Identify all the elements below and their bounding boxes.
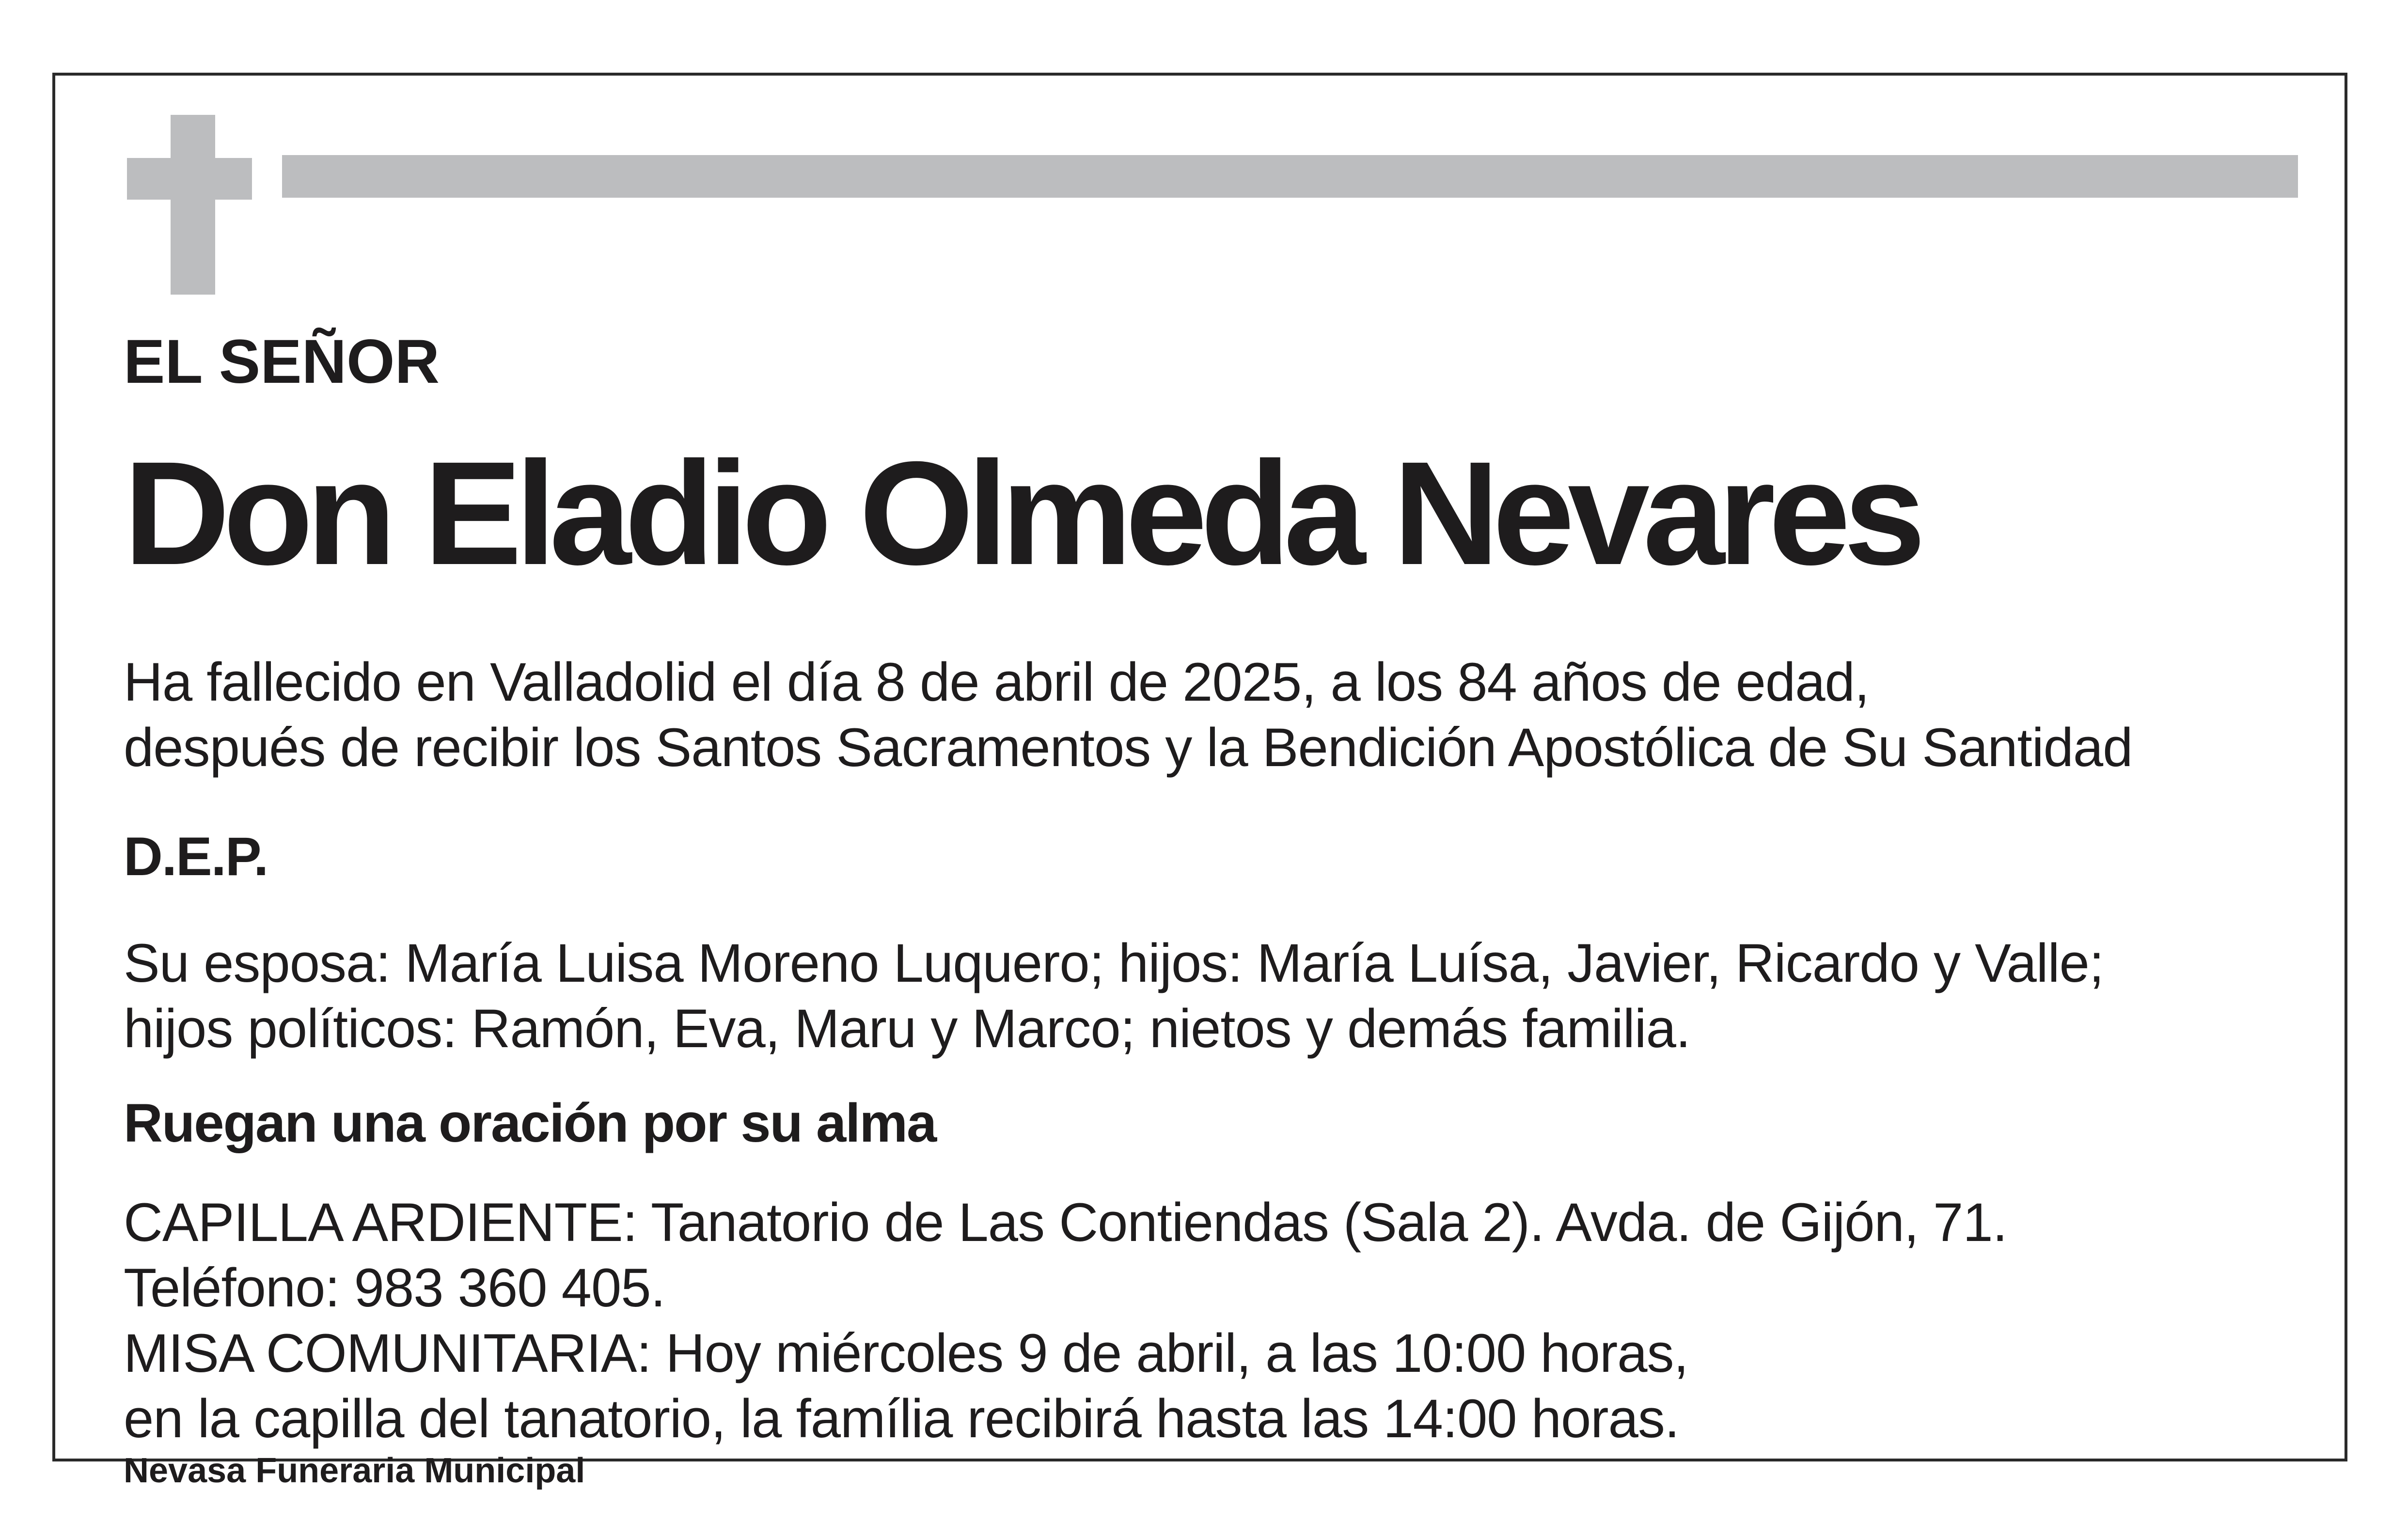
prayer-request: Ruegan una oración por su alma [124,1093,936,1153]
cross-vertical-bar [171,115,215,295]
death-line-2: después de recibir los Santos Sacramentos y la Bendición Apostólica de Su Santidad [124,717,2133,778]
deceased-name: Don Eladio Olmeda Nevares [124,431,1919,596]
service-line-4: en la capilla del tanatorio, la família recibirá hasta las 14:00 horas. [124,1388,1679,1449]
family-line-1: Su esposa: María Luisa Moreno Luquero; hijos: María Luísa, Javier, Ricardo y Valle; [124,933,2104,993]
header-rule [282,155,2298,198]
funeral-home-credit: Nevasa Funeraria Municipal [124,1451,585,1490]
service-line-3: MISA COMUNITARIA: Hoy miércoles 9 de abril, a las 10:00 horas, [124,1323,1688,1383]
cross-horizontal-bar [127,158,252,200]
dep-label: D.E.P. [124,826,268,887]
service-line-1: CAPILLA ARDIENTE: Tanatorio de Las Contiendas (Sala 2). Avda. de Gijón, 71. [124,1192,2007,1253]
death-line-1: Ha fallecido en Valladolid el día 8 de abril de 2025, a los 84 años de edad, [124,652,1869,712]
honorific-title: EL SEÑOR [124,327,440,396]
family-line-2: hijos políticos: Ramón, Eva, Maru y Marco; nietos y demás familia. [124,998,1691,1059]
service-line-2: Teléfono: 983 360 405. [124,1257,665,1318]
